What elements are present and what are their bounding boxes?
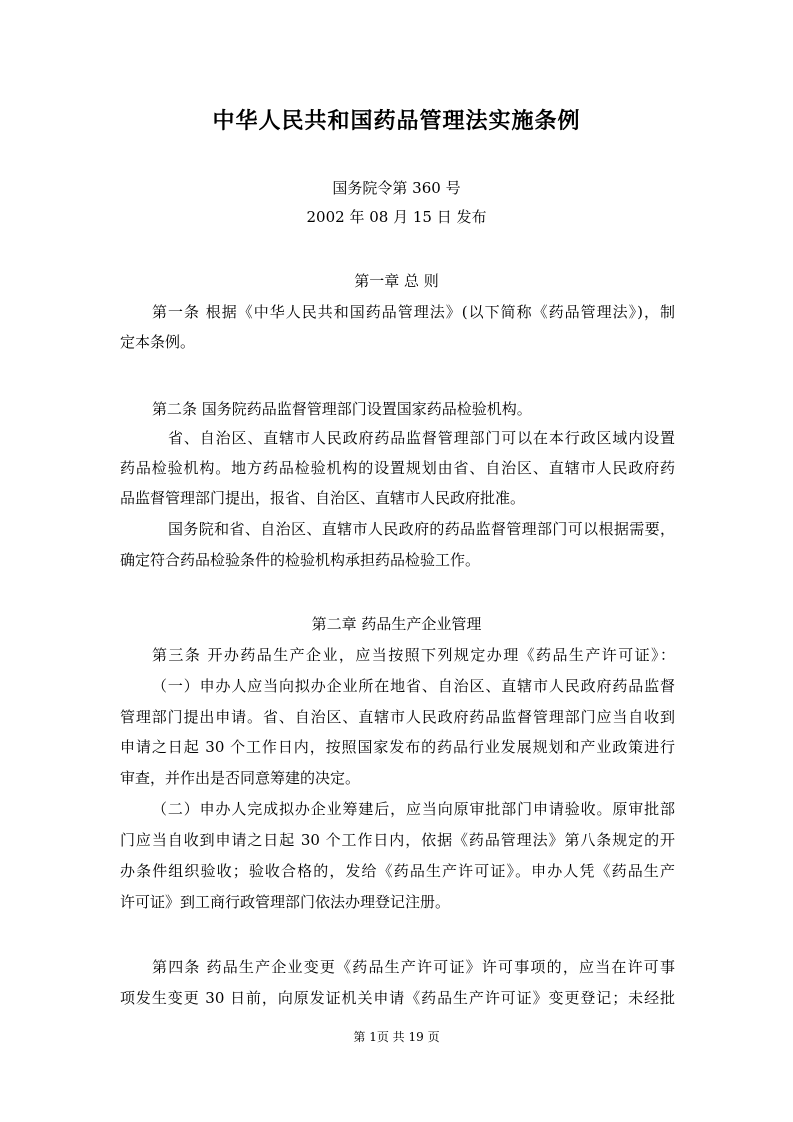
article-line: 管理部门提出申请。省、自治区、直辖市人民政府药品监督管理部门应当自收到 <box>120 708 675 726</box>
article-line: （一）申办人应当向拟办企业所在地省、自治区、直辖市人民政府药品监督 <box>152 677 675 695</box>
article-line: 办条件组织验收；验收合格的，发给《药品生产许可证》。申办人凭《药品生产 <box>120 862 675 880</box>
article-line: 第三条 开办药品生产企业，应当按照下列规定办理《药品生产许可证》： <box>152 646 675 664</box>
article-line: 定本条例。 <box>120 333 196 351</box>
article-line: 第四条 药品生产企业变更《药品生产许可证》许可事项的，应当在许可事 <box>152 958 675 976</box>
article-line: 国务院和省、自治区、直辖市人民政府的药品监督管理部门可以根据需要， <box>168 520 675 538</box>
article-line: 品监督管理部门提出，报省、自治区、直辖市人民政府批准。 <box>120 489 526 507</box>
chapter-heading: 第二章 药品生产企业管理 <box>311 615 482 633</box>
article-line: （二）申办人完成拟办企业筹建后，应当向原审批部门申请验收。原审批部 <box>152 800 675 818</box>
article-line: 申请之日起 30 个工作日内，按照国家发布的药品行业发展规划和产业政策进行 <box>120 738 675 756</box>
article-line: 省、自治区、直辖市人民政府药品监督管理部门可以在本行政区域内设置 <box>168 429 675 447</box>
decree-number: 国务院令第 360 号 <box>332 179 461 197</box>
article-line: 许可证》到工商行政管理部门依法办理登记注册。 <box>120 893 451 911</box>
article-line: 项发生变更 30 日前，向原发证机关申请《药品生产许可证》变更登记；未经批 <box>120 989 675 1007</box>
article-line: 门应当自收到申请之日起 30 个工作日内，依据《药品管理法》第八条规定的开 <box>120 831 675 849</box>
issue-date: 2002 年 08 月 15 日 发布 <box>306 208 487 226</box>
article-line: 审查，并作出是否同意筹建的决定。 <box>120 769 361 787</box>
page-footer: 第 1页 共 19 页 <box>353 1030 440 1044</box>
chapter-heading: 第一章 总 则 <box>354 272 439 290</box>
article-line: 第一条 根据《中华人民共和国药品管理法》(以下简称《药品管理法》)，制 <box>152 303 675 321</box>
article-line: 第二条 国务院药品监督管理部门设置国家药品检验机构。 <box>152 400 532 418</box>
article-line: 药品检验机构。地方药品检验机构的设置规划由省、自治区、直辖市人民政府药 <box>120 459 675 477</box>
article-line: 确定符合药品检验条件的检验机构承担药品检验工作。 <box>120 551 481 569</box>
document-title: 中华人民共和国药品管理法实施条例 <box>212 109 581 134</box>
